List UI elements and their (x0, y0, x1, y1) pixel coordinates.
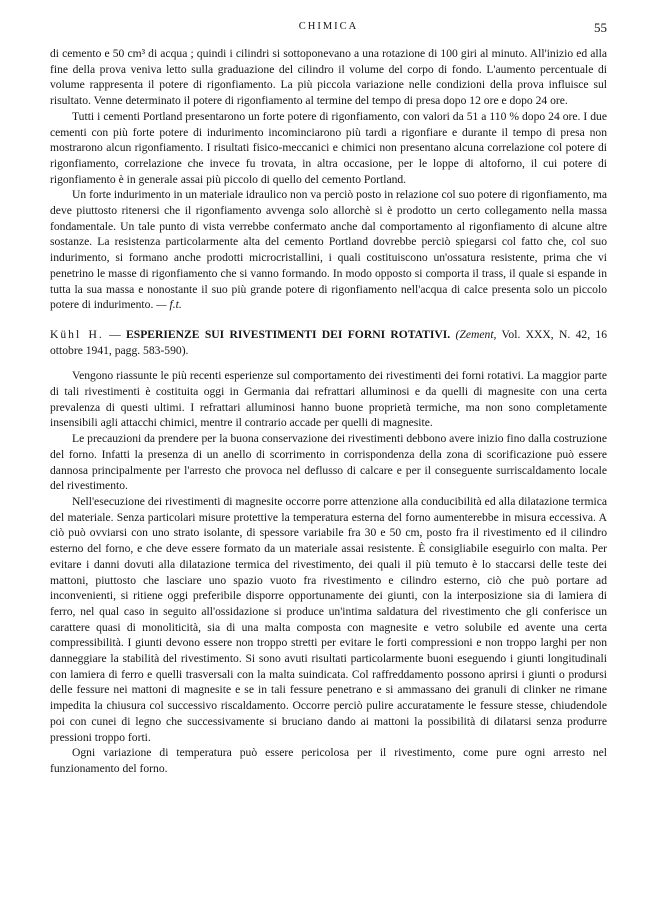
article1-paragraph-3-text: Un forte indurimento in un materiale idraulico non va perciò posto in relazione col suo potere di rigonfiamento, ma deve piuttosto ritenersi che il rigonfiamento avvenga solo allorchè si è prodotto un certo collegamento nella massa fondamentale. Un tale punto di vista verrebbe confermato anche dal comportamento al rigonfiamento di alcune altre sostanze. La resistenza particolarmente alta del cemento Portland dovrebbe perciò spiegarsi col fatto che, col suo indurimento, si formano anche prodotti microcristallini, i quali costituiscono un'ossatura resistente, prima che vi penetrino le masse di rigonfiamento che si vanno formando. In modo opposto si comporta il trass, il quale si espande in tutta la sua massa e nonostante il suo più grande potere di rigonfiamento nell'acqua di calce presenta solo un piccolo potere di indurimento. (50, 188, 607, 312)
heading-gap (50, 358, 607, 368)
article1-paragraph-2: Tutti i cementi Portland presentarono un forte potere di rigonfiamento, con valori da 51 a 110 % dopo 24 ore. I due cementi con più forte potere di indurimento incominciarono più tardi a rigonfiare e durante il tempo di presa non mostrarono alcun rigonfiamento. I risultati fisico-meccanici e chimici non presentano alcuna correlazione col potere di rigonfiamento, correlazione che invece fu trovata, in altra occasione, per le loppe di altoforno, il cui potere di rigonfiamento è in generale assai più piccolo di quello del cemento Portland. (50, 109, 607, 186)
page-body (50, 46, 607, 777)
abstract-paragraph: Vengono riassunte le più recenti esperienze sul comportamento dei rivestimenti dei forni rotativi. La maggior parte di tali rivestimenti è costituita oggi in Germania dai refrattari alluminosi e da quelli di magnesite con una certa prevalenza di questi ultimi. I refrattari alluminosi hanno buone proprietà termiche, ma non sono completamente insensibili agli attacchi chimici, mentre il contrario accade per quelli di magnesite. (50, 369, 607, 430)
page-number: 55 (594, 20, 607, 35)
abstract-paragraph: Ogni variazione di temperatura può essere pericolosa per il rivestimento, come pure ogni arresto nel funzionamento del forno. (50, 746, 607, 775)
author-signature: — f.t. (156, 298, 182, 312)
citation-details: Vol. XXX, N. 42, 16 ottobre 1941, pagg. 583-590). (50, 327, 608, 357)
citation-journal: (Zement, (455, 327, 497, 341)
article1-paragraph-1: di cemento e 50 cm³ di acqua ; quindi i cilindri si sottoponevano a una rotazione di 100 giri al minuto. All'inizio ed alla fine della prova veniva letto sulla graduazione del cilindro il volume del corpo di fondo. L'aumento percentuale di volume rappresenta il potere di rigonfiamento. La più piccola variazione nelle condizioni della prova influisce sul risultato. Venne determinato il potere di rigonfiamento al termine del tempo di presa dopo 12 ore e dopo 24 ore. (50, 47, 607, 108)
abstract-title: ESPERIENZE SUI RIVESTIMENTI DEI FORNI ROTATIVI. (126, 327, 451, 341)
abstract-paragraph: Le precauzioni da prendere per la buona conservazione dei rivestimenti debbono avere inizio fino dalla costruzione del forno. Infatti la presenza di un anello di scorrimento in corrispondenza della zona di scorificazione può essere dannosa principalmente per l'arresto che provoca nel deflusso di calcare e per il conseguente surriscaldamento locale del rivestimento. (50, 432, 607, 493)
abstract-heading (50, 327, 607, 358)
section-title: CHIMICA (298, 21, 359, 32)
section-separator (50, 313, 607, 327)
heading-dash: — (103, 327, 127, 341)
article1-paragraph-3 (50, 187, 607, 313)
abstract-paragraph: Nell'esecuzione dei rivestimenti di magnesite occorre porre attenzione alla conducibilità ed alla dilatazione termica del materiale. Senza particolari misure protettive la temperatura esterna del forno aumenterebbe in misura eccessiva. A ciò può ovviarsi con uno strato isolante, di spessore variabile fra 30 e 50 cm, posto fra il rivestimento ed il cilindro esterno del forno, e che deve essere formato da un materiale assai resistente. È consigliabile eseguirlo con malta. Per evitare i danni dovuti alla dilatazione termica del rivestimento, dei quali il più temuto è lo staccarsi delle teste dei mattoni, piuttosto che lasciare uno spazio vuoto fra rivestimento e cilindro esterno, ciò che può portare ad inconvenienti, si ritiene oggi preferibile disporre opportunamente dei giunti, con la interposizione sia di lamiera di ferro, nel qual caso in seguito all'ossidazione si produce un'intima saldatura del rivestimento che gli conferisce un carattere quasi di monoliticità, sia di una malta composta con magnesite e vetro solubile ed avente una certa compressibilità. I giunti devono essere non troppo stretti per evitare le forti compressioni e non troppo larghi per non danneggiare la stabilità del rivestimento. Si sono avuti risultati particolarmente buoni eseguendo i giunti longitudinali con lamiera di ferro e quelli trasversali con la malta suindicata. Col raffreddamento possono aprirsi i giunti o prodursi delle fessure nei mattoni di magnesite e se in tali fessure penetrano e si ammassano dei granuli di clinker ne rimane impedita la chiusura col successivo riscaldamento. Occorre perciò pulire accuratamente le fessure stesse, chiudendole poi con cunei di legno che successivamente si bruciano dando ai mattoni la possibilità di dilatarsi senza produrre pressioni troppo forti. (50, 494, 607, 744)
running-head (50, 20, 607, 36)
abstract-author: Kühl H. (50, 327, 104, 341)
